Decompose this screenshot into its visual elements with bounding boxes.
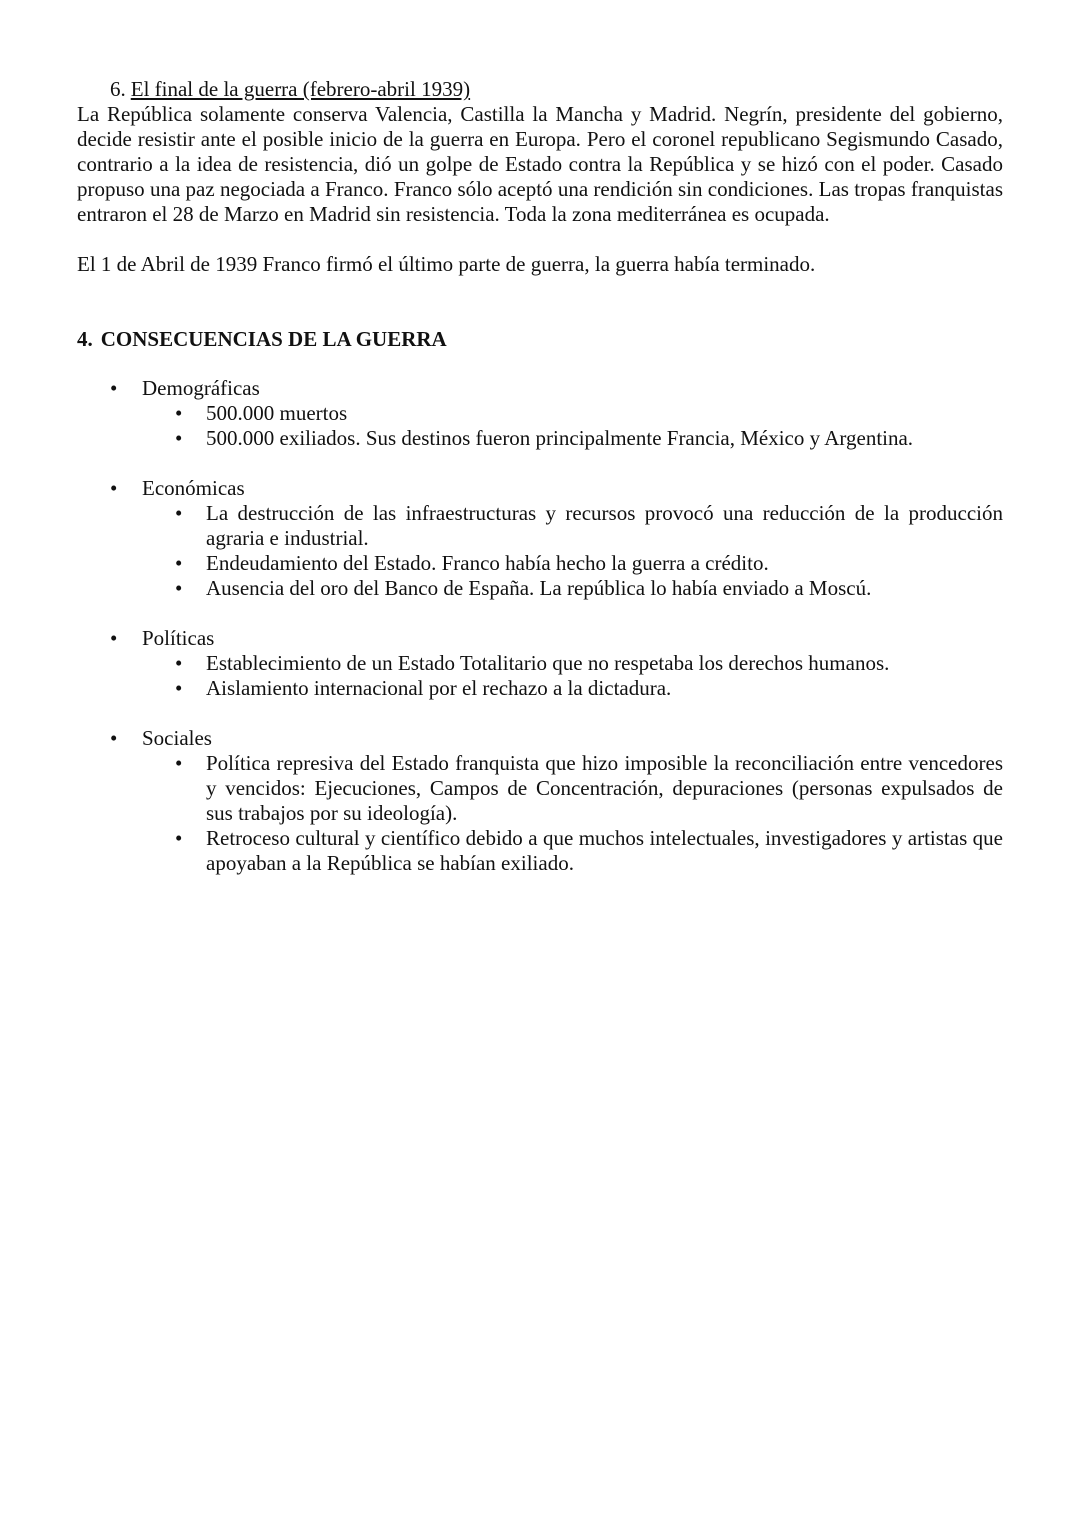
- consequences-list: [77, 376, 1003, 876]
- bullet-icon: •: [175, 551, 183, 575]
- bullet-icon: •: [175, 751, 183, 775]
- category-sublist: [142, 651, 1003, 701]
- bullet-icon: •: [110, 476, 118, 500]
- list-item: [77, 651, 1003, 676]
- list-item: [77, 826, 1003, 876]
- bullet-icon: •: [175, 651, 183, 675]
- section-heading: [77, 327, 1003, 352]
- category-label: Económicas: [142, 476, 245, 500]
- category-sublist: [142, 751, 1003, 876]
- bullet-icon: •: [110, 726, 118, 750]
- list-item-text: Política represiva del Estado franquista que hizo imposible la reconciliación entre vencedores y vencidos: Ejecuciones, Campos de Concentración, depuraciones (personas expulsados de sus trabajos por su ideología).: [206, 751, 1003, 825]
- list-item: [77, 551, 1003, 576]
- list-item: [77, 576, 1003, 601]
- list-item-text: Ausencia del oro del Banco de España. La república lo había enviado a Moscú.: [206, 576, 872, 600]
- category-sublist: [142, 401, 1003, 451]
- list-item: [77, 401, 1003, 426]
- subsection-paragraph-1: La República solamente conserva Valencia, Castilla la Mancha y Madrid. Negrín, presidente del gobierno, decide resistir ante el posible inicio de la guerra en Europa. Pero el coronel republicano Segismundo Casado, contrario a la idea de resistencia, dió un golpe de Estado contra la República y se hizó con el poder. Casado propuso una paz negociada a Franco. Franco sólo aceptó una rendición sin condiciones. Las tropas franquistas entraron el 28 de Marzo en Madrid sin resistencia. Toda la zona mediterránea es ocupada.: [77, 102, 1003, 226]
- bullet-icon: •: [110, 626, 118, 650]
- section-number: 4.: [77, 327, 93, 351]
- bullet-icon: •: [175, 426, 183, 450]
- bullet-icon: •: [175, 676, 183, 700]
- category-label: Políticas: [142, 626, 215, 650]
- subsection-heading: [110, 77, 1003, 102]
- page-content: [77, 77, 1003, 901]
- list-item: [77, 676, 1003, 701]
- subsection-paragraph-2: El 1 de Abril de 1939 Franco firmó el último parte de guerra, la guerra había terminado.: [77, 252, 816, 276]
- category-item: [77, 376, 1003, 451]
- bullet-icon: •: [175, 401, 183, 425]
- list-item-text: La destrucción de las infraestructuras y recursos provocó una reducción de la producción agraria e industrial.: [206, 501, 1003, 550]
- list-item-text: Endeudamiento del Estado. Franco había hecho la guerra a crédito.: [206, 551, 769, 575]
- list-item: [77, 426, 1003, 451]
- bullet-icon: •: [175, 826, 183, 850]
- list-item-text: 500.000 exiliados. Sus destinos fueron principalmente Francia, México y Argentina.: [206, 426, 914, 450]
- category-item: [77, 726, 1003, 876]
- bullet-icon: •: [110, 376, 118, 400]
- bullet-icon: •: [175, 576, 183, 600]
- category-item: [77, 626, 1003, 701]
- list-item-text: Establecimiento de un Estado Totalitario que no respetaba los derechos humanos.: [206, 651, 890, 675]
- subsection-title: El final de la guerra (febrero-abril 1939): [130, 77, 471, 101]
- category-item: [77, 476, 1003, 601]
- list-item: [77, 751, 1003, 826]
- category-sublist: [142, 501, 1003, 601]
- list-item-text: Retroceso cultural y científico debido a que muchos intelectuales, investigadores y artistas que apoyaban a la República se habían exiliado.: [206, 826, 1003, 875]
- list-item: [77, 501, 1003, 551]
- list-item-text: 500.000 muertos: [206, 401, 348, 425]
- category-label: Demográficas: [142, 376, 260, 400]
- section-title: CONSECUENCIAS DE LA GUERRA: [100, 327, 447, 351]
- list-item-text: Aislamiento internacional por el rechazo a la dictadura.: [206, 676, 672, 700]
- category-label: Sociales: [142, 726, 212, 750]
- subsection-number: 6.: [110, 77, 126, 101]
- bullet-icon: •: [175, 501, 183, 525]
